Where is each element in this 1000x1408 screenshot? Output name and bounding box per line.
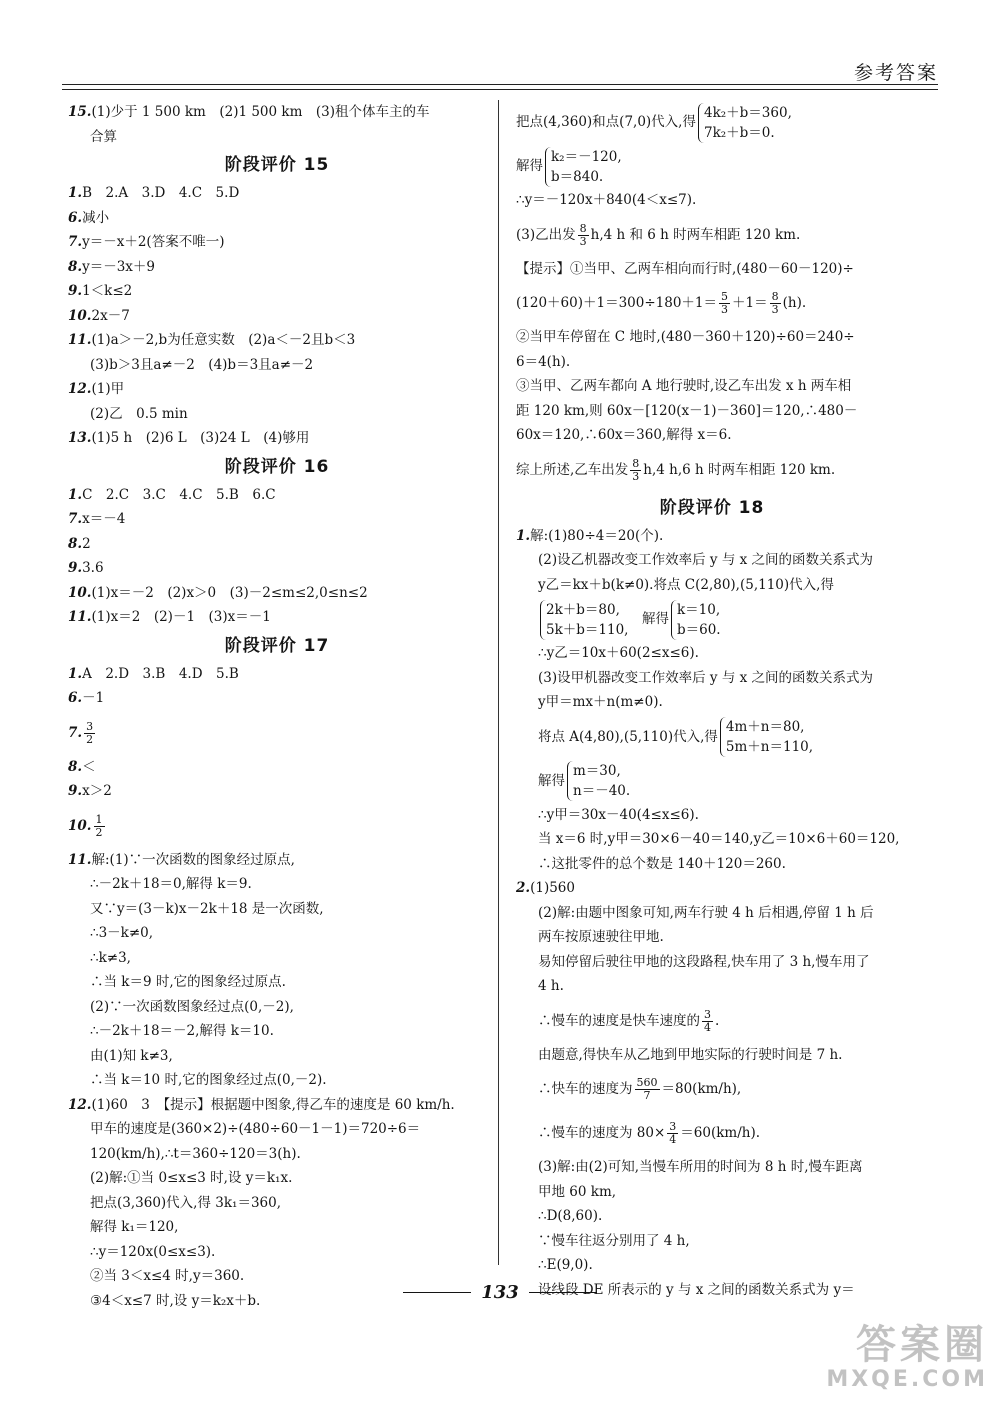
- fraction-numerator: 3: [704, 1007, 711, 1021]
- answer-line: 甲车的速度是(360×2)÷(480÷60－1－1)＝720÷6＝: [90, 1121, 421, 1137]
- answer-text: 把点(4,360)和点(7,0)代入,得: [516, 114, 696, 130]
- watermark-url: MXQE.COM: [826, 1367, 988, 1392]
- answer-line: ∴k≠3,: [90, 949, 131, 966]
- answer-line: [68, 686, 486, 711]
- section-title: 阶段评价 18: [659, 497, 765, 518]
- answer-line: ∴当 k＝9 时,它的图象经过原点.: [90, 974, 286, 990]
- answer-line: ③4＜x≤7 时,设 y＝k₂x＋b.: [90, 1292, 261, 1309]
- question-number: 8.: [68, 535, 83, 552]
- question-number: 6.: [68, 209, 83, 226]
- answer-line: [68, 581, 486, 606]
- question-number: 11.: [68, 851, 92, 868]
- answer-line: ∴y＝120x(0≤x≤3).: [90, 1243, 216, 1260]
- right-column: [516, 100, 908, 1302]
- answer-line: 两车按原速驶往甲地.: [538, 929, 664, 945]
- answer-text: 2: [82, 535, 91, 552]
- equation-system: [671, 600, 721, 640]
- answer-line: [516, 524, 908, 549]
- answer-line: ∴这批零件的总个数是 140＋120＝260.: [538, 855, 786, 872]
- page-footer: [0, 1282, 1000, 1303]
- answer-line: 由(1)知 k≠3,: [90, 1047, 173, 1064]
- answer-line: 合算: [90, 128, 117, 145]
- answer-line: (2)设乙机器改变工作效率后 y 与 x 之间的函数关系式为: [538, 552, 874, 568]
- answer-line: [68, 556, 486, 581]
- answer-line: [516, 281, 908, 325]
- answer-text: ＝80(km/h),: [661, 1081, 742, 1097]
- fraction-numerator: 8: [632, 456, 640, 470]
- answer-line: (2)解:①当 0≤x≤3 时,设 y＝k₁x.: [90, 1170, 293, 1186]
- answer-text: x＞2: [82, 783, 112, 799]
- answer-text: y＝－x＋2(答案不唯一): [82, 234, 225, 250]
- fraction: [702, 1009, 713, 1034]
- answer-text: .: [715, 1012, 720, 1029]
- question-number: 9.: [68, 783, 83, 799]
- question-number: 8.: [68, 258, 83, 275]
- answer-line: [68, 1093, 486, 1118]
- answer-line: [516, 448, 908, 492]
- answer-text: h,4 h,6 h 时两车相距 120 km.: [643, 461, 836, 478]
- answer-line: ∴E(9,0).: [538, 1257, 593, 1273]
- answer-text: 将点 A(4,80),(5,110)代入,得: [538, 728, 718, 745]
- answer-text: ＝60(km/h).: [680, 1125, 761, 1141]
- fraction: [719, 291, 730, 316]
- answer-line: ∴y甲＝30x－40(4≤x≤6).: [538, 806, 699, 823]
- equation: k₂＝－120,: [551, 148, 622, 165]
- answer-text: y＝－3x＋9: [82, 258, 156, 275]
- answer-text: (3)乙出发: [516, 226, 576, 243]
- answer-line: ∴y＝－120x＋840(4＜x≤7).: [516, 192, 697, 208]
- question-number: 10.: [68, 584, 92, 601]
- equation-system: [567, 761, 630, 801]
- page-header: [62, 58, 938, 88]
- page-number: 133: [481, 1282, 519, 1303]
- answer-line: [68, 532, 486, 557]
- answer-line: 120(km/h),∴t＝360÷120＝3(h).: [90, 1145, 301, 1162]
- fraction-denominator: 3: [721, 303, 729, 316]
- answer-text: ＜: [82, 758, 96, 775]
- answer-line: 甲地 60 km,: [538, 1183, 617, 1200]
- equation-system: [720, 717, 813, 757]
- answer-text: (120＋60)＋1＝300÷180＋1＝: [516, 295, 718, 311]
- equation: 4m＋n＝80,: [725, 719, 805, 735]
- answer-text: 解:(1)∵一次函数的图象经过原点,: [91, 851, 295, 868]
- answer-line: [68, 483, 486, 508]
- section-title: 阶段评价 15: [224, 155, 330, 175]
- answer-line: [68, 279, 486, 304]
- answer-line: 距 120 km,则 60x－[120(x－1)－360]＝120,∴480－: [516, 402, 858, 419]
- answer-line: 由题意,得快车从乙地到甲地实际的行驶时间是 7 h.: [538, 1046, 843, 1063]
- answer-text: 解得: [628, 611, 669, 627]
- answer-line: [68, 255, 486, 280]
- section-title: 阶段评价 17: [224, 635, 330, 656]
- fraction-numerator: 3: [669, 1120, 677, 1133]
- question-number: 9.: [68, 560, 83, 576]
- answer-text: B 2.A 3.D 4.C 5.D: [82, 185, 240, 201]
- question-number: 7.: [68, 511, 83, 527]
- equation: 7k₂＋b＝0.: [703, 124, 775, 141]
- section-title: 阶段评价 16: [224, 456, 330, 477]
- answer-line: [68, 662, 486, 687]
- question-number: 11.: [68, 609, 92, 625]
- question-number: 7.: [68, 724, 83, 741]
- answer-text: 1＜k≤2: [82, 283, 133, 299]
- question-number: 8.: [68, 758, 83, 775]
- answer-text: 3.6: [82, 560, 104, 576]
- answer-line: [68, 206, 486, 231]
- answer-line: [516, 144, 908, 188]
- question-number: 12.: [68, 381, 92, 397]
- answer-text: (1)5 h (2)6 L (3)24 L (4)够用: [91, 430, 310, 446]
- answer-text: x＝－4: [82, 511, 126, 527]
- answer-line: [68, 711, 486, 755]
- fraction-denominator: 2: [95, 825, 103, 839]
- question-number: 2.: [516, 880, 531, 896]
- fraction-numerator: 1: [95, 812, 103, 826]
- answer-line: [68, 181, 486, 206]
- answer-line: (3)设甲机器改变工作效率后 y 与 x 之间的函数关系式为: [538, 669, 874, 686]
- fraction: [635, 1077, 660, 1102]
- watermark-logo-text: 答案圈: [856, 1322, 988, 1368]
- fraction: [667, 1121, 678, 1146]
- answer-line: 当 x＝6 时,y甲＝30×6－40＝140,y乙＝10×6＋60＝120,: [538, 831, 900, 847]
- answer-line: [68, 100, 486, 125]
- answer-line: (3)解:由(2)可知,当慢车所用的时间为 8 h 时,慢车距离: [538, 1159, 863, 1175]
- fraction-numerator: 560: [636, 1076, 658, 1089]
- equation-system: [545, 147, 622, 187]
- answer-text: (h).: [782, 295, 807, 311]
- answer-line: ∴3－k≠0,: [90, 925, 154, 941]
- answer-text: 解得: [516, 158, 543, 174]
- answer-line: ∴当 k＝10 时,它的图象经过点(0,－2).: [90, 1072, 327, 1088]
- fraction-denominator: 4: [669, 1133, 677, 1146]
- fraction-denominator: 4: [704, 1020, 711, 1034]
- equation-system: [698, 103, 792, 143]
- fraction: [84, 721, 95, 746]
- column-divider: [498, 100, 499, 1265]
- equation: n＝－40.: [573, 783, 631, 799]
- answer-line: y乙＝kx＋b(k≠0).将点 C(2,80),(5,110)代入,得: [538, 576, 834, 593]
- answer-line: [68, 377, 486, 402]
- answer-text: 综上所述,乙车出发: [516, 461, 629, 478]
- answer-text: ＋1＝: [732, 295, 768, 311]
- fraction-numerator: 8: [579, 221, 587, 235]
- answer-text: 减小: [82, 209, 110, 226]
- answer-line: 把点(3,360)代入,得 3k₁＝360,: [90, 1194, 282, 1211]
- equation: b＝840.: [551, 168, 604, 185]
- equation-system: [540, 600, 628, 640]
- answer-text: 解得: [538, 772, 565, 789]
- answer-text: h,4 h 和 6 h 时两车相距 120 km.: [590, 226, 801, 243]
- question-number: 12.: [68, 1096, 92, 1113]
- question-number: 7.: [68, 234, 83, 250]
- fraction-denominator: 7: [643, 1089, 651, 1102]
- fraction-numerator: 8: [771, 290, 779, 303]
- fraction-denominator: 3: [771, 303, 779, 316]
- answer-line: 又∵y＝(3－k)x－2k＋18 是一次函数,: [90, 900, 324, 917]
- fraction-numerator: 5: [721, 290, 729, 303]
- answer-line: (2)∵一次函数图象经过点(0,－2),: [90, 998, 294, 1015]
- answer-line: [516, 999, 908, 1043]
- answer-line: y甲＝mx＋n(m≠0).: [538, 694, 663, 710]
- answer-line: [68, 848, 486, 873]
- question-number: 10.: [68, 307, 92, 324]
- answer-line: [516, 100, 908, 144]
- question-number: 6.: [68, 690, 83, 706]
- answer-line: 易知停留后驶往甲地的这段路程,快车用了 3 h,慢车用了: [538, 953, 870, 970]
- answer-text: ∴慢车的速度为 80×: [538, 1125, 666, 1141]
- answer-line: ②当 3＜x≤4 时,y＝360.: [90, 1268, 245, 1284]
- fraction: [94, 814, 105, 839]
- answer-text: (1)x＝－2 (2)x＞0 (3)－2≤m≤2,0≤n≤2: [91, 584, 368, 601]
- answer-text: 2x－7: [91, 307, 130, 324]
- equation: b＝60.: [676, 621, 721, 638]
- fraction-denominator: 3: [579, 234, 587, 248]
- answer-line: (3)b＞3且a≠－2 (4)b＝3且a≠－2: [90, 356, 314, 373]
- question-number: 13.: [68, 430, 92, 446]
- answer-line: (2)解:由题中图象可知,两车行驶 4 h 后相遇,停留 1 h 后: [538, 904, 874, 921]
- question-number: 1.: [516, 527, 531, 544]
- question-number: 15.: [68, 104, 92, 120]
- equation: 5m＋n＝110,: [725, 739, 814, 755]
- answer-text: A 2.D 3.B 4.D 5.B: [82, 665, 239, 682]
- answer-text: (1)560: [530, 880, 575, 896]
- answer-text: ∴慢车的速度是快车速度的: [538, 1012, 700, 1029]
- answer-line: 【提示】①当甲、乙两车相向而行时,(480－60－120)÷: [516, 260, 854, 277]
- answer-line: ∴D(8,60).: [538, 1208, 603, 1224]
- answer-line: [68, 779, 486, 804]
- equation: k＝10,: [676, 601, 721, 618]
- question-number: 1.: [68, 185, 83, 201]
- question-number: 10.: [68, 817, 92, 834]
- answer-text: (1)60 3 【提示】根据题中图象,得乙车的速度是 60 km/h.: [91, 1096, 455, 1113]
- answer-line: 4 h.: [538, 978, 564, 994]
- fraction: [578, 223, 589, 248]
- answer-line: 60x＝120,∴60x＝360,解得 x＝6.: [516, 427, 732, 443]
- answer-text: ∴快车的速度为: [538, 1081, 633, 1097]
- equation: 4k₂＋b＝360,: [703, 104, 792, 121]
- header-title: 参考答案: [853, 62, 938, 84]
- watermark: [826, 1323, 988, 1392]
- answer-line: [68, 426, 486, 451]
- answer-line: ∴－2k＋18＝0,解得 k＝9.: [90, 876, 252, 892]
- answer-text: 解:(1)80÷4＝20(个).: [530, 527, 664, 544]
- question-number: 11.: [68, 332, 92, 348]
- answer-line: ∵慢车往返分别用了 4 h,: [538, 1232, 690, 1249]
- answer-line: [68, 230, 486, 255]
- answer-line: [68, 328, 486, 353]
- fraction-denominator: 2: [86, 732, 94, 746]
- fraction-numerator: 3: [86, 719, 94, 733]
- answer-line: [68, 605, 486, 630]
- answer-line: [516, 597, 908, 641]
- equation: 5k＋b＝110,: [546, 621, 629, 638]
- equation: m＝30,: [573, 763, 621, 779]
- fraction-denominator: 3: [632, 469, 640, 483]
- answer-line: [516, 759, 908, 803]
- answer-line: ∴－2k＋18＝－2,解得 k＝10.: [90, 1023, 274, 1039]
- answer-line: [68, 755, 486, 780]
- answer-line: [516, 715, 908, 759]
- answer-line: 解得 k₁＝120,: [90, 1219, 179, 1235]
- footer-ornament-right: [529, 1292, 597, 1293]
- answer-line: [516, 1111, 908, 1155]
- answer-line: 6＝4(h).: [516, 353, 571, 370]
- answer-line: ∴y乙＝10x＋60(2≤x≤6).: [538, 645, 699, 661]
- header-rule-thin: [62, 89, 938, 90]
- answer-line: [68, 507, 486, 532]
- header-rule: [62, 84, 938, 85]
- fraction: [630, 458, 641, 483]
- answer-line: ③当甲、乙两车都向 A 地行驶时,设乙车出发 x h 两车相: [516, 378, 852, 394]
- answer-text: (1)x＝2 (2)－1 (3)x＝－1: [91, 609, 271, 625]
- answer-line: [516, 876, 908, 901]
- question-number: 9.: [68, 283, 83, 299]
- answer-text: (1)甲: [91, 381, 125, 397]
- equation: 2k＋b＝80,: [546, 601, 620, 618]
- answer-line: (2)乙 0.5 min: [90, 405, 188, 422]
- answer-line: [68, 804, 486, 848]
- question-number: 1.: [68, 486, 83, 503]
- fraction: [770, 291, 781, 316]
- footer-ornament-left: [403, 1292, 471, 1293]
- answer-text: －1: [82, 690, 105, 706]
- answer-line: [68, 304, 486, 329]
- answer-text: (1)a＞－2,b为任意实数 (2)a＜－2且b＜3: [91, 332, 356, 348]
- answer-line: ②当甲车停留在 C 地时,(480－360＋120)÷60＝240÷: [516, 329, 855, 345]
- answer-line: 设线段 DE 所表示的 y 与 x 之间的函数关系式为 y＝: [538, 1281, 855, 1298]
- answer-text: C 2.C 3.C 4.C 5.B 6.C: [82, 486, 276, 503]
- answer-line: [516, 213, 908, 257]
- answer-line: [516, 1067, 908, 1111]
- question-number: 1.: [68, 665, 83, 682]
- answer-text: (1)少于 1 500 km (2)1 500 km (3)租个体车主的车: [91, 104, 430, 120]
- left-column: [68, 100, 486, 1313]
